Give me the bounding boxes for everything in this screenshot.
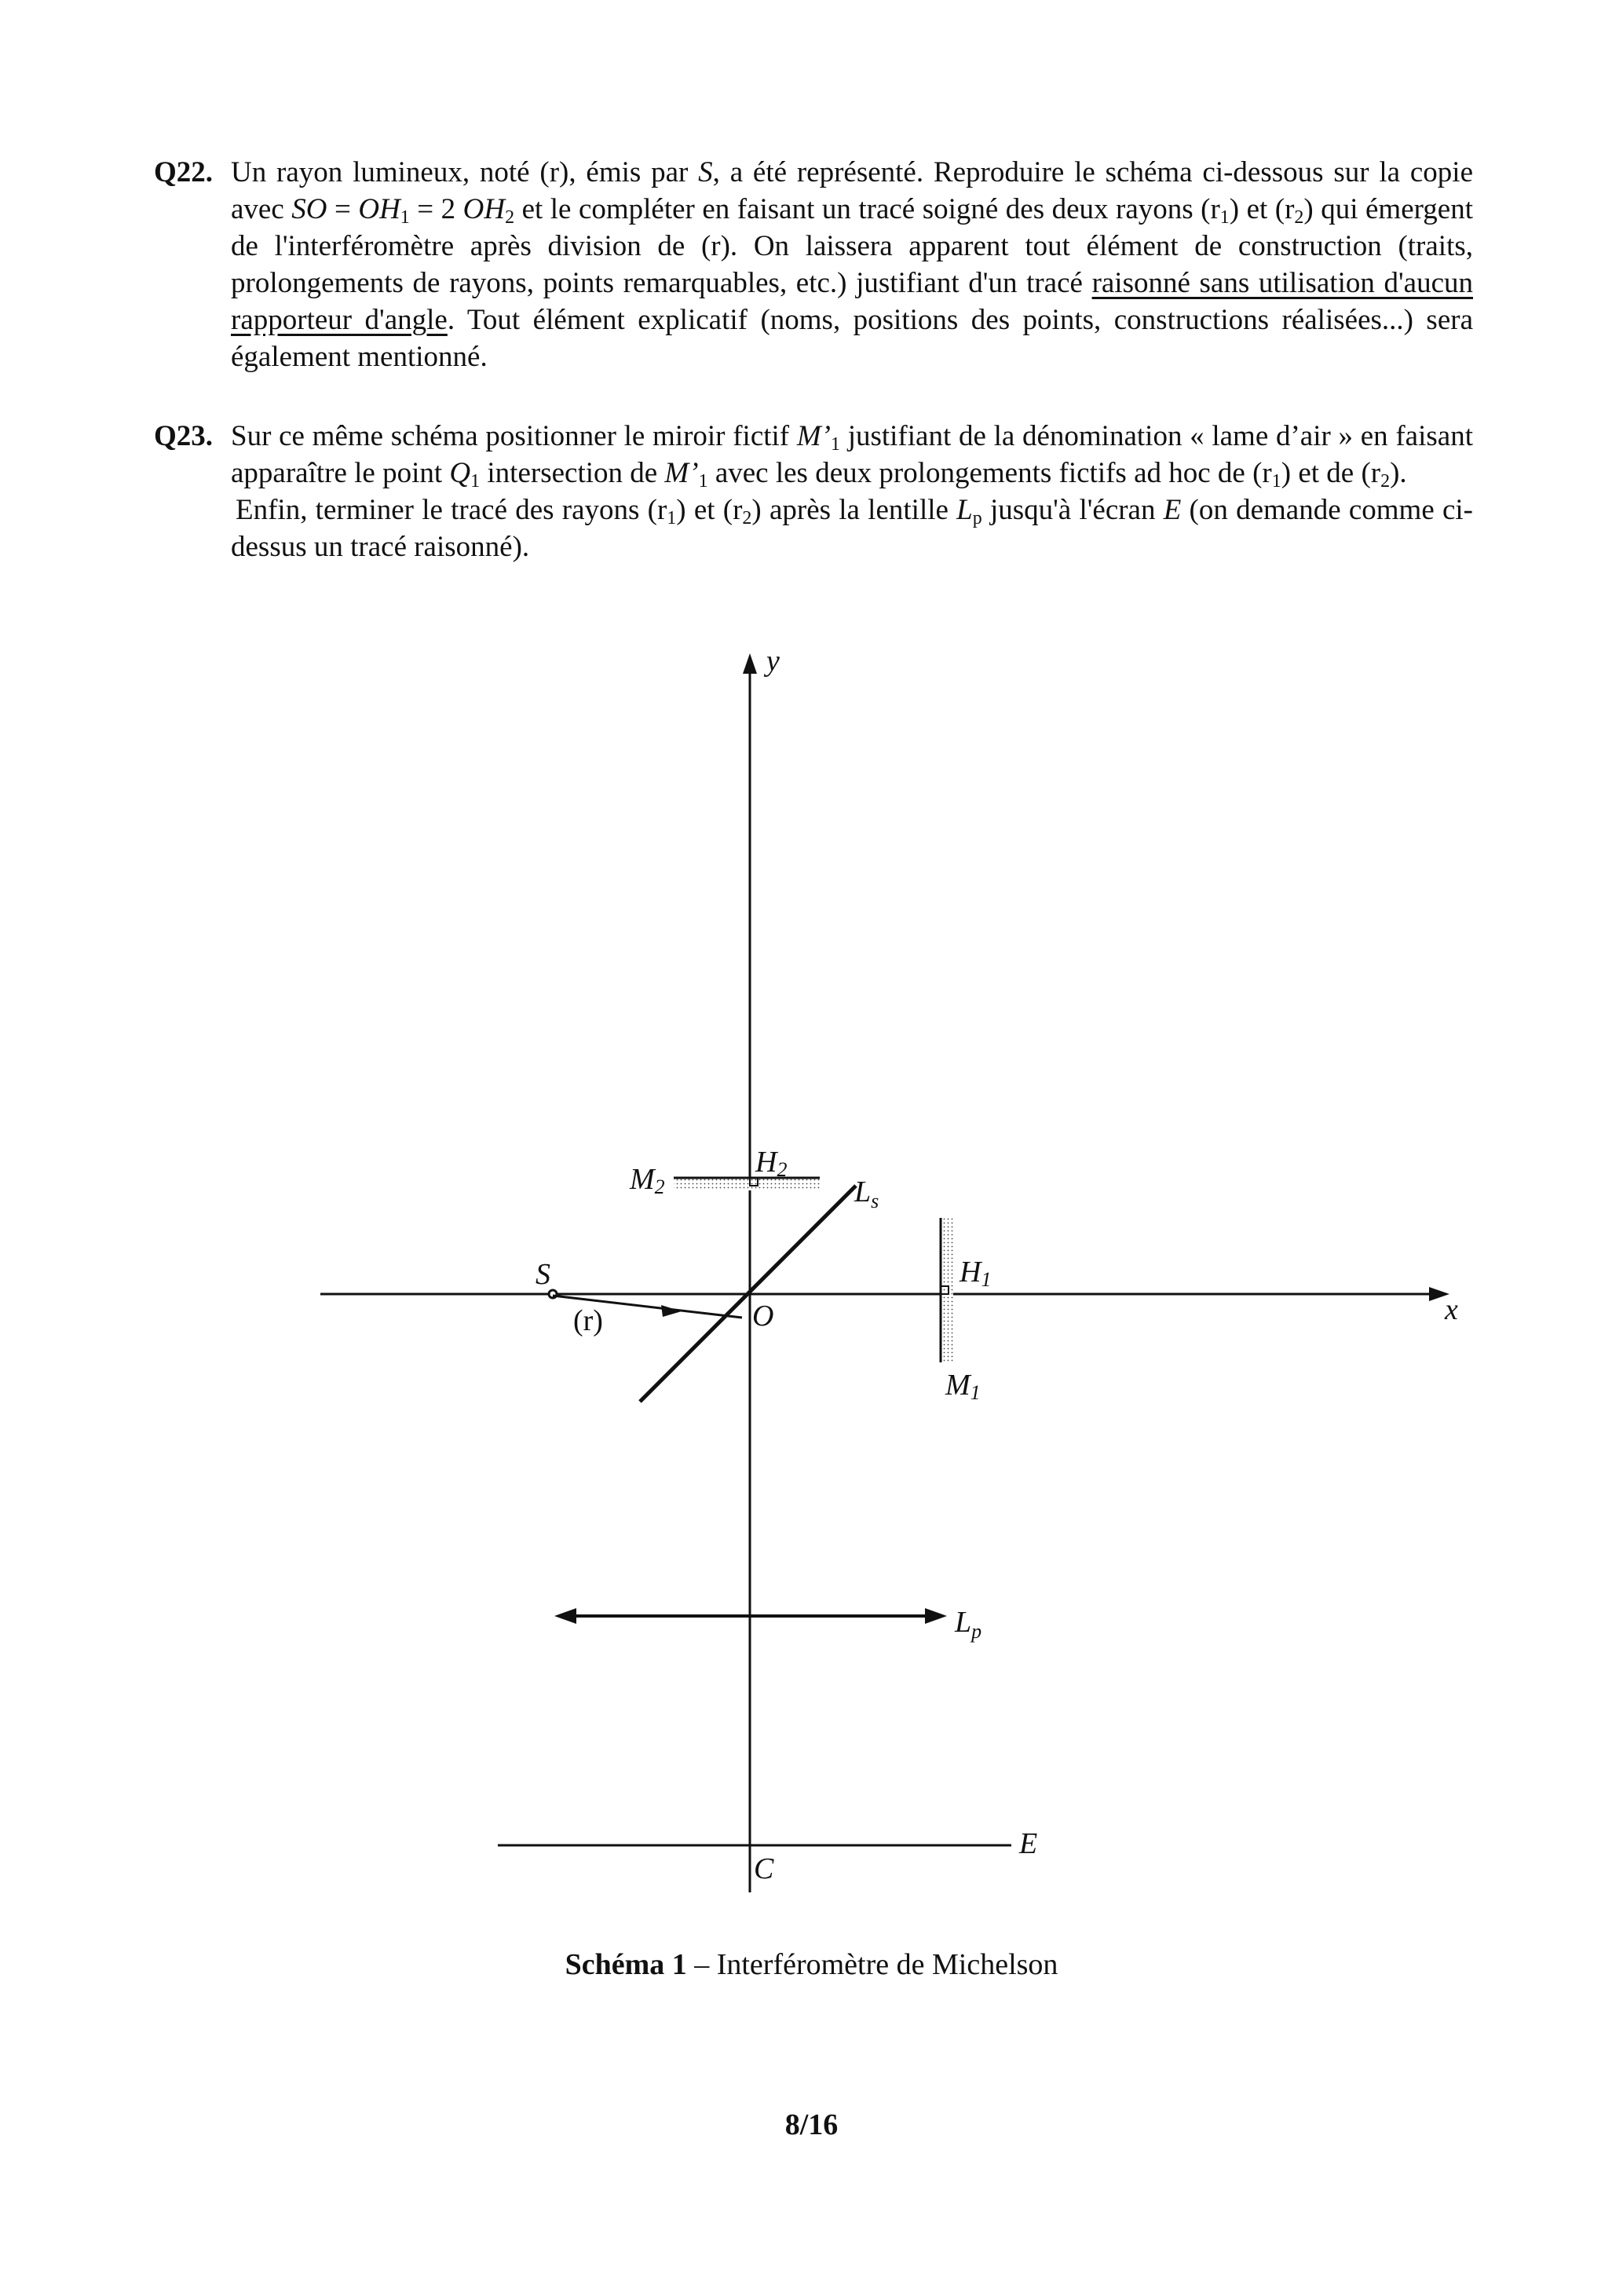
mirror-m2-label: M2 — [630, 1163, 665, 1198]
question-text: Sur ce même schéma positionner le miroir fictif $M’_1$ justifiant de la dénomination « lame d’air » en faisant apparaître le point $Q_1$ intersection de $M’_1$ avec les deux prolongements fictifs ad hoc de $(r_1)$ et de $(r_2)$. — [231, 420, 1473, 492]
underlined-text: raisonné sans utilisation d'aucun rapporteur d'angle — [231, 267, 1473, 336]
question-number: Q23. — [154, 420, 214, 452]
mirror-m2-hatching — [674, 1178, 820, 1190]
screen-label: E — [1019, 1827, 1038, 1860]
question-text: Un rayon lumineux, noté (r), émis par S, a été représenté. Reproduire le schéma ci-dessous sur la copie avec SO = $OH_1 = 2$ $OH_2$ et le compléter en faisant un tracé soigné des deux rayons $(r_1)$ et $(r_2)$ qui émergent de l'interféromètre après division de (r). On laissera apparent tout élément de construction (traits, prolongements de rayons, points remarquables, etc.) justifiant d'un tracé raisonné sans utilisation d'aucun rapporteur d'angle. Tout élément explicatif (noms, positions des points, constructions réalisées...) sera également mentionné. — [231, 156, 1473, 373]
lens-right-arrowhead — [925, 1608, 947, 1624]
point-c-label: C — [754, 1852, 774, 1885]
figure-caption: Schéma 1 – Interféromètre de Michelson — [565, 1948, 1058, 1981]
point-h2-label: H2 — [755, 1146, 788, 1181]
lens-label: $L_p$ — [955, 1606, 982, 1643]
question-text-continued: Enfin, terminer le tracé des rayons $(r_1)$ et $(r_2)$ après la lentille $L_p$ jusqu'à l'écran E (on demande comme ci-dessus un tracé raisonné). — [231, 494, 1473, 563]
page-number: 8/16 — [784, 2108, 839, 2141]
source-label: S — [536, 1258, 550, 1291]
y-axis-label: y — [766, 645, 780, 678]
point-h1-label: H1 — [960, 1256, 992, 1291]
separator-label: $L_s$ — [854, 1175, 879, 1212]
ray-r-arrowhead — [661, 1305, 682, 1317]
mirror-m1-label: M1 — [945, 1369, 981, 1404]
question-number: Q22. — [154, 156, 214, 188]
origin-label: O — [752, 1300, 774, 1333]
x-axis-label: x — [1445, 1293, 1458, 1326]
lens-left-arrowhead — [554, 1608, 576, 1624]
mirror-m1-hatching — [941, 1218, 953, 1362]
y-axis-arrowhead — [743, 653, 757, 674]
ray-r-label: (r) — [573, 1304, 603, 1337]
